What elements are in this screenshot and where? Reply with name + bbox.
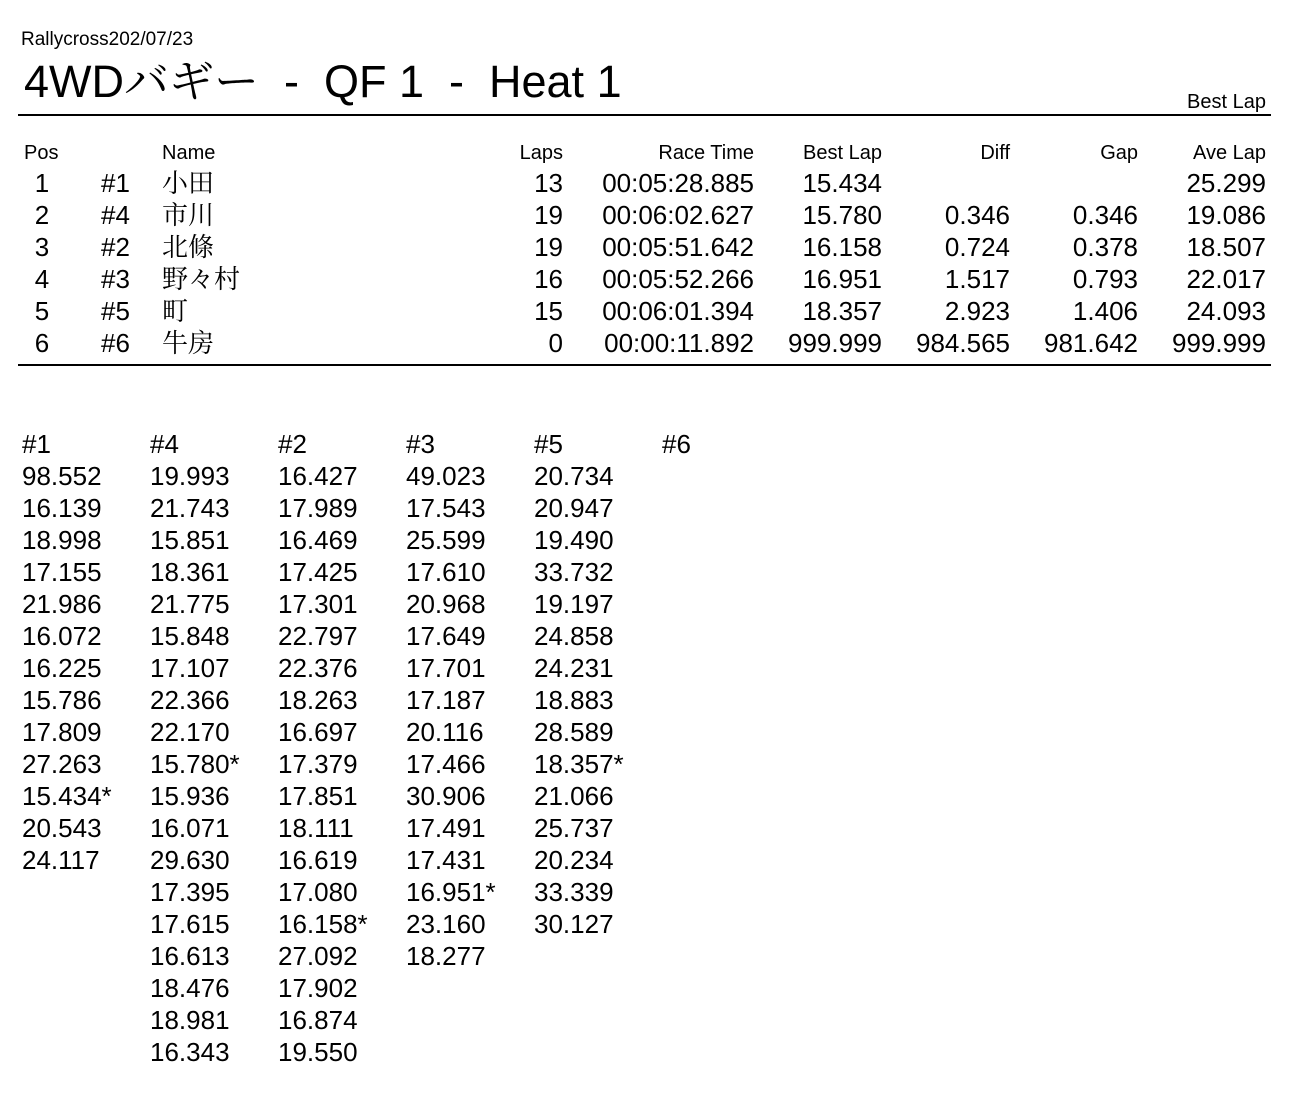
race-time-header: Race Time <box>658 142 754 164</box>
lap-time: 17.379 <box>278 749 358 779</box>
gap-cell: 0.346 <box>1072 200 1138 230</box>
lap-time: 19.197 <box>534 589 614 619</box>
ave-lap-cell: 25.299 <box>1186 168 1266 198</box>
lap-time: 20.968 <box>406 589 486 619</box>
lap-time: 17.543 <box>406 493 486 523</box>
ave-lap-cell: 18.507 <box>1186 232 1266 262</box>
lap-time: 15.780* <box>150 749 240 779</box>
gap-cell: 0.793 <box>1072 264 1138 294</box>
driver-name-cell: 小田 <box>162 168 215 198</box>
lap-time: 16.619 <box>278 845 358 875</box>
laps-header: Laps <box>519 142 563 164</box>
lap-time: 15.848 <box>150 621 230 651</box>
lap-column-header: #5 <box>534 429 563 459</box>
best-lap-cell: 16.951 <box>802 264 882 294</box>
page-title: 4WDバギー - QF 1 - Heat 1 <box>24 56 622 107</box>
bottom-divider <box>18 364 1271 366</box>
pos-cell: 4 <box>34 264 50 294</box>
lap-time: 16.874 <box>278 1005 358 1035</box>
lap-column <box>406 428 534 972</box>
car-number-cell: #1 <box>101 168 130 198</box>
lap-column <box>150 428 278 1068</box>
laps-cell: 15 <box>534 296 563 326</box>
lap-time: 18.981 <box>150 1005 230 1035</box>
lap-time: 17.425 <box>278 557 358 587</box>
event-subtitle: Rallycross202/07/23 <box>21 29 194 50</box>
lap-time: 16.225 <box>22 653 102 683</box>
lap-time: 33.732 <box>534 557 614 587</box>
pos-header: Pos <box>24 142 59 164</box>
laps-cell: 19 <box>534 232 563 262</box>
diff-cell: 0.346 <box>944 200 1010 230</box>
lap-time: 22.170 <box>150 717 230 747</box>
lap-column-header: #2 <box>278 429 307 459</box>
name-header: Name <box>162 142 216 164</box>
lap-column <box>662 428 790 460</box>
lap-time: 27.092 <box>278 941 358 971</box>
lap-time: 28.589 <box>534 717 614 747</box>
lap-time: 17.851 <box>278 781 358 811</box>
lap-time: 17.701 <box>406 653 486 683</box>
best-lap-cell: 999.999 <box>788 328 882 358</box>
lap-time: 17.610 <box>406 557 486 587</box>
best-lap-cell: 18.357 <box>802 296 882 326</box>
laps-cell: 0 <box>548 328 563 358</box>
lap-time: 21.066 <box>534 781 614 811</box>
lap-time: 27.263 <box>22 749 102 779</box>
lap-time: 20.543 <box>22 813 102 843</box>
lap-time: 19.490 <box>534 525 614 555</box>
lap-time: 16.469 <box>278 525 358 555</box>
lap-column-header: #4 <box>150 429 179 459</box>
diff-cell: 984.565 <box>916 328 1010 358</box>
lap-time: 20.947 <box>534 493 614 523</box>
gap-cell: 0.378 <box>1072 232 1138 262</box>
lap-time: 17.989 <box>278 493 358 523</box>
pos-cell: 1 <box>34 168 50 198</box>
lap-times-grid <box>0 428 1290 1078</box>
lap-time: 30.906 <box>406 781 486 811</box>
lap-time: 17.155 <box>22 557 102 587</box>
table-row <box>0 167 1290 199</box>
laps-cell: 16 <box>534 264 563 294</box>
lap-time: 15.786 <box>22 685 102 715</box>
table-row <box>0 295 1290 327</box>
lap-time: 17.491 <box>406 813 486 843</box>
lap-column <box>534 428 662 940</box>
lap-time: 21.775 <box>150 589 230 619</box>
diff-header: Diff <box>980 142 1010 164</box>
lap-time: 18.998 <box>22 525 102 555</box>
lap-time: 18.263 <box>278 685 358 715</box>
table-row <box>0 263 1290 295</box>
race-time-cell: 00:05:28.885 <box>602 168 754 198</box>
lap-column <box>278 428 406 1068</box>
race-time-cell: 00:06:01.394 <box>602 296 754 326</box>
best-lap-cell: 15.434 <box>802 168 882 198</box>
pos-cell: 3 <box>34 232 50 262</box>
lap-time: 17.187 <box>406 685 486 715</box>
lap-time: 98.552 <box>22 461 102 491</box>
race-time-cell: 00:00:11.892 <box>604 328 754 358</box>
lap-time: 16.158* <box>278 909 368 939</box>
pos-cell: 5 <box>34 296 50 326</box>
lap-time: 17.107 <box>150 653 230 683</box>
lap-time: 22.376 <box>278 653 358 683</box>
lap-column-header: #6 <box>662 429 691 459</box>
lap-time: 18.476 <box>150 973 230 1003</box>
lap-time: 24.231 <box>534 653 614 683</box>
lap-time: 18.111 <box>278 813 354 843</box>
race-time-cell: 00:06:02.627 <box>602 200 754 230</box>
lap-time: 24.858 <box>534 621 614 651</box>
lap-time: 21.743 <box>150 493 230 523</box>
top-divider <box>18 114 1271 116</box>
lap-time: 16.072 <box>22 621 102 651</box>
pos-cell: 6 <box>34 328 50 358</box>
ave-lap-cell: 24.093 <box>1186 296 1266 326</box>
driver-name-cell: 町 <box>162 296 189 326</box>
lap-time: 20.734 <box>534 461 614 491</box>
race-time-cell: 00:05:52.266 <box>602 264 754 294</box>
sort-mode-label: Best Lap <box>1187 91 1266 113</box>
gap-cell: 981.642 <box>1044 328 1138 358</box>
diff-cell: 1.517 <box>944 264 1010 294</box>
lap-time: 15.936 <box>150 781 230 811</box>
gap-header: Gap <box>1100 142 1138 164</box>
best-lap-cell: 15.780 <box>802 200 882 230</box>
lap-time: 17.649 <box>406 621 486 651</box>
lap-time: 22.366 <box>150 685 230 715</box>
lap-time: 15.434* <box>22 781 112 811</box>
lap-time: 18.357* <box>534 749 624 779</box>
driver-name-cell: 牛房 <box>162 328 215 358</box>
lap-time: 16.139 <box>22 493 102 523</box>
lap-time: 16.613 <box>150 941 230 971</box>
best-lap-header: Best Lap <box>803 142 882 164</box>
driver-name-cell: 野々村 <box>162 264 241 294</box>
lap-time: 23.160 <box>406 909 486 939</box>
driver-name-cell: 北條 <box>162 232 215 262</box>
car-number-cell: #5 <box>101 296 130 326</box>
lap-time: 20.116 <box>406 717 484 747</box>
driver-name-cell: 市川 <box>162 200 215 230</box>
lap-time: 17.431 <box>406 845 486 875</box>
table-row <box>0 327 1290 359</box>
lap-time: 33.339 <box>534 877 614 907</box>
lap-time: 17.615 <box>150 909 230 939</box>
ave-lap-cell: 999.999 <box>1172 328 1266 358</box>
lap-time: 17.395 <box>150 877 230 907</box>
diff-cell: 0.724 <box>944 232 1010 262</box>
lap-time: 15.851 <box>150 525 230 555</box>
car-number-cell: #4 <box>101 200 130 230</box>
lap-time: 19.550 <box>278 1037 358 1067</box>
ave-lap-cell: 19.086 <box>1186 200 1266 230</box>
lap-time: 17.301 <box>278 589 358 619</box>
lap-time: 29.630 <box>150 845 230 875</box>
lap-time: 19.993 <box>150 461 230 491</box>
best-lap-cell: 16.158 <box>802 232 882 262</box>
lap-time: 20.234 <box>534 845 614 875</box>
lap-time: 18.277 <box>406 941 486 971</box>
ave-lap-cell: 22.017 <box>1186 264 1266 294</box>
diff-cell: 2.923 <box>944 296 1010 326</box>
lap-column-header: #3 <box>406 429 435 459</box>
lap-time: 25.599 <box>406 525 486 555</box>
laps-cell: 19 <box>534 200 563 230</box>
lap-time: 22.797 <box>278 621 358 651</box>
car-number-cell: #2 <box>101 232 130 262</box>
lap-time: 16.697 <box>278 717 358 747</box>
race-time-cell: 00:05:51.642 <box>602 232 754 262</box>
table-row <box>0 231 1290 263</box>
lap-time: 25.737 <box>534 813 614 843</box>
laps-cell: 13 <box>534 168 563 198</box>
lap-time: 17.902 <box>278 973 358 1003</box>
lap-time: 17.080 <box>278 877 358 907</box>
lap-time: 16.951* <box>406 877 496 907</box>
lap-time: 17.809 <box>22 717 102 747</box>
lap-column <box>22 428 150 876</box>
lap-time: 16.343 <box>150 1037 230 1067</box>
lap-time: 21.986 <box>22 589 102 619</box>
lap-column-header: #1 <box>22 429 51 459</box>
car-number-cell: #6 <box>101 328 130 358</box>
lap-time: 17.466 <box>406 749 486 779</box>
lap-time: 24.117 <box>22 845 100 875</box>
car-number-cell: #3 <box>101 264 130 294</box>
lap-time: 30.127 <box>534 909 614 939</box>
lap-time: 16.427 <box>278 461 358 491</box>
lap-time: 16.071 <box>150 813 230 843</box>
lap-time: 49.023 <box>406 461 486 491</box>
gap-cell: 1.406 <box>1072 296 1138 326</box>
lap-time: 18.883 <box>534 685 614 715</box>
table-row <box>0 199 1290 231</box>
ave-lap-header: Ave Lap <box>1192 142 1266 164</box>
lap-time: 18.361 <box>150 557 230 587</box>
pos-cell: 2 <box>34 200 50 230</box>
